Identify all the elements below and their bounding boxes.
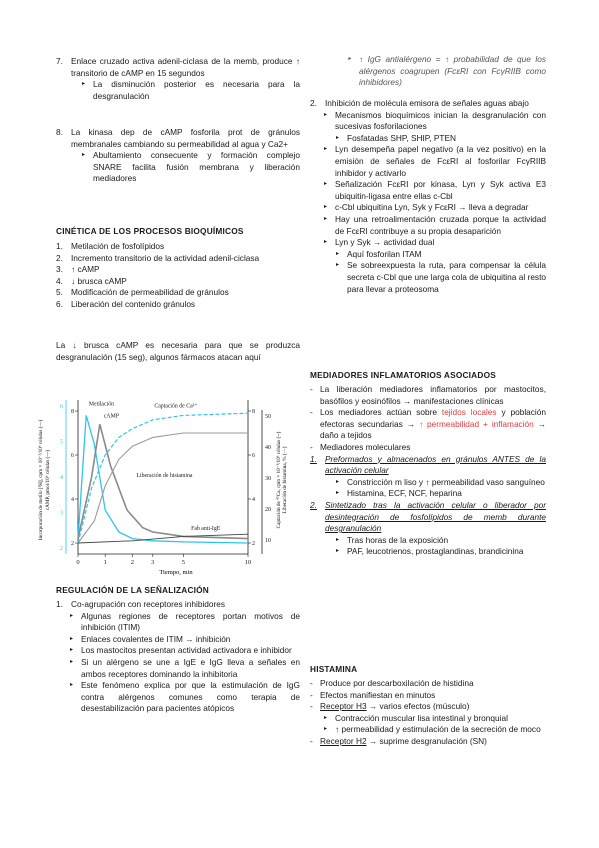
right-outer-tick-label: 30	[265, 476, 271, 482]
series-label: Fab anti-IgE	[191, 525, 221, 532]
list-subitem: PAF, leucotrienos, prostaglandinas, brandicinina	[347, 546, 524, 557]
bullet-icon: ▸	[336, 548, 340, 555]
series-label: Liberación de histamina	[136, 473, 193, 479]
list-item: La liberación mediadores inflamatorios por mastocitos, basófilos y eosinófilos → manifestaciones clínicas	[320, 384, 546, 406]
list-subitem: ↑ permeabilidad y estimulación de la secreción de moco	[335, 724, 541, 735]
list-number: 1.	[56, 241, 63, 251]
x-tick-label: 5	[181, 559, 186, 566]
list-item: Preformados y almacenados en gránulos ANTES de la activación celular	[325, 453, 546, 476]
x-tick-label: 0	[76, 559, 80, 566]
left-axis-label-1: Incorporación de metilo [³H], cpm × 10⁻³/10⁶ células (—)	[38, 419, 44, 541]
bullet-icon: ▸	[70, 647, 74, 654]
bullet-icon: ▸	[324, 204, 328, 211]
left-inner-tick-label: 4	[60, 475, 63, 481]
list-subitem: Aquí fosforilan ITAM	[347, 248, 422, 259]
left-axis-label-2: cAMP, pmol/10⁶ células (---)	[45, 449, 51, 511]
top-note	[310, 54, 546, 89]
item-number: 8.	[56, 127, 63, 137]
bullet-icon: ▸	[324, 714, 328, 721]
left-tick-label: 6	[71, 453, 74, 459]
list-item: Los mediadores actúan sobre tejidos locales y población efectoras secundarias → ↑ permeabilidad + inflamación → daño a tejidos	[320, 407, 546, 441]
bullet-icon: ▸	[70, 682, 74, 689]
list-item: Receptor H3 → varios efectos (músculo)	[320, 701, 470, 712]
mediadores-heading: MEDIADORES INFLAMATORIOS ASOCIADOS	[310, 370, 496, 380]
dash-icon: -	[310, 735, 313, 746]
dash-icon: -	[310, 407, 313, 418]
highlight-text: ↑ permeabilidad + inflamación	[418, 418, 534, 429]
left-inner-tick-label: 5	[60, 439, 63, 446]
list-item: ↑ cAMP	[71, 264, 100, 275]
item-7	[56, 56, 300, 102]
list-subitem: Este fenómeno explica por que la estimulación de IgG contra alérgenos comunes como terapia de desestabilización para pacientes atópicos	[81, 680, 300, 714]
bullet-icon: ▸	[324, 215, 328, 222]
list-subitem: Algunas regiones de receptores portan motivos de inhibición (ITIM)	[81, 610, 300, 633]
left-tick-label: 4	[71, 497, 74, 503]
note-text: ↑ IgG antialérgeno = ↑ probabilidad de que los alérgenos coagrupen (FcεRI con FcγRIIB como inhibidores)	[359, 54, 546, 88]
histamina-heading: HISTAMINA	[310, 664, 358, 674]
bullet-icon: ▸	[336, 478, 340, 485]
bullet-icon: ▸	[70, 635, 74, 642]
right-tick-label: 2	[252, 541, 255, 547]
right-tick-label: 4	[252, 497, 255, 503]
list-subitem: Enlaces covalentes de ITIM → inhibición	[81, 633, 231, 644]
dash-icon: -	[310, 678, 313, 688]
list-subitem: Se sobreexpuesta la ruta, para compensar la célula secreta c-Cbl que une larga cola de ubiquitina al resto para llevar a proteosoma	[347, 260, 546, 294]
bullet-icon: ▸	[336, 262, 340, 269]
list-subitem: Si un alérgeno se une a IgE e IgG lleva a señales en ambos receptores dominando la inhibitoria	[81, 656, 300, 679]
list-subitem: Lyn y Syk → actividad dual	[335, 237, 435, 248]
series-label: Metilación	[88, 401, 115, 408]
receptor-label: Receptor H3	[320, 701, 367, 712]
item-subtext: La disminución posterior es necesaria para la desgranulación	[93, 79, 300, 101]
list-subitem: Contracción muscular lisa intestinal y bronquial	[335, 712, 508, 723]
dash-icon: -	[310, 689, 313, 700]
list-item: Liberación del contenido gránulos	[71, 298, 196, 309]
list-number: 4.	[56, 275, 63, 286]
right-outer-tick-label: 50	[265, 414, 271, 420]
list-item: Incremento transitorio de la actividad adenil-ciclasa	[71, 252, 260, 263]
list-item: Modificación de permeabilidad de gránulos	[71, 287, 229, 298]
list-item: Sintetizado tras la activación celular o liberador por desintegración de fosfolípidos de memb durante desgranulación	[325, 499, 546, 534]
series-label: Captación de Ca²⁺	[154, 403, 198, 410]
list-subitem: Señalización FcεRI por kinasa, Lyn y Syk activa E3 ubiquitin-ligasa entre ellas c-Cbl	[335, 179, 546, 201]
highlight-text: tejidos locales	[441, 407, 497, 418]
left-inner-tick-label: 6	[60, 404, 63, 410]
bullet-icon: ▸	[324, 146, 328, 153]
list-number: 2.	[310, 499, 317, 510]
list-subitem: Hay una retroalimentación cruzada porque la actividad de FcεRI contribuye a su propia desaparición	[335, 213, 546, 236]
bullet-icon: ▸	[82, 152, 86, 159]
bullet-icon: ▸	[336, 134, 340, 141]
regulacion-heading: REGULACIÓN DE LA SEÑALIZACIÓN	[56, 585, 209, 595]
right-outer-tick-label: 20	[265, 507, 271, 513]
x-tick-label: 3	[151, 559, 155, 566]
bullet-icon: ▸	[324, 726, 328, 733]
list-subitem: Los mastocitos presentan actividad activadora e inhibidor	[81, 645, 292, 656]
item-number: 7.	[56, 56, 63, 66]
list-item: Inhibición de molécula emisora de señales aguas abajo	[325, 98, 529, 108]
list-subitem: Lyn desempeña papel negativo (a la vez positivo) en la emisión de señales de FcεRI al fosforilar FcγRIIB inhibidor y activarlo	[335, 144, 546, 178]
list-item: Receptor H2 → suprime desgranulación (SN)	[320, 735, 487, 746]
left-tick-label: 8	[71, 409, 74, 415]
list-item: Efectos manifiestan en minutos	[320, 689, 436, 700]
list-subitem: Tras horas de la exposición	[347, 534, 449, 545]
list-subitem: Histamina, ECF, NCF, heparina	[347, 488, 462, 499]
kinetics-figure	[36, 388, 288, 578]
item-subtext: Abultamiento consecuente y formación complejo SNARE facilita fusión membrana y liberación mediadores	[93, 150, 300, 184]
right-axis-label-2: Liberación de histamina, % (···)	[282, 446, 288, 514]
list-item: Produce por descarboxilación de histidina	[320, 678, 474, 688]
bullet-icon: ▸	[324, 239, 328, 246]
left-inner-tick-label: 3	[60, 510, 63, 517]
x-axis-label: Tiempo, min	[159, 569, 193, 576]
list-subitem: Constricción m liso y ↑ permeabilidad vaso sanguíneo	[347, 476, 545, 487]
dash-icon: -	[310, 701, 313, 712]
list-number: 1.	[310, 453, 317, 464]
series-label: cAMP	[103, 413, 119, 420]
list-number: 3.	[56, 264, 63, 275]
list-subitem: c-Cbl ubiquitina Lyn, Syk y FcεRI → lleva a degradar	[335, 202, 529, 213]
regulacion-list	[56, 599, 300, 715]
left-tick-label: 2	[71, 541, 74, 547]
list-item: Metilación de fosfolípidos	[71, 241, 165, 251]
list-number: 2.	[310, 98, 317, 108]
left-inner-tick-label: 2	[60, 546, 63, 552]
bullet-icon: ▸	[70, 612, 74, 619]
right-axis-label-1: Captación de ⁴⁵Ca, cpm × 10⁻³/10⁶ células (--)	[276, 431, 282, 529]
bullet-icon: ▸	[70, 658, 74, 665]
bullet-icon: ▸	[348, 56, 352, 62]
right-outer-tick-label: 10	[265, 538, 271, 544]
bullet-icon: ▸	[82, 81, 86, 88]
receptor-label: Receptor H2	[320, 735, 367, 746]
list-number: 6.	[56, 298, 63, 309]
mediadores-section	[310, 384, 546, 558]
kinetics-chart	[36, 388, 288, 578]
bullet-icon: ▸	[336, 536, 340, 543]
histamina-section	[310, 678, 546, 748]
list-item: Mediadores moleculares	[320, 441, 411, 452]
item-text: Enlace cruzado activa adenil-ciclasa de la memb, produce ↑ transitorio de cAMP en 15 segundos	[71, 56, 300, 78]
list-number: 2.	[56, 252, 63, 263]
right-tick-label: 6	[252, 453, 255, 459]
cinetica-note: La ↓ brusca cAMP es necesaria para que se produzca desgranulación (15 seg), algunos fármacos atacan aquí	[56, 340, 300, 362]
bullet-icon: ▸	[336, 490, 340, 497]
bullet-icon: ▸	[324, 181, 328, 188]
x-tick-label: 10	[244, 559, 252, 566]
dash-icon: -	[310, 441, 313, 452]
x-tick-label: 2	[130, 559, 135, 566]
list-item: Co-agrupación con receptores inhibidores	[71, 599, 226, 609]
item-text: La kinasa dep de cAMP fosforila prot de gránulos membranales cambiando su permeabilidad al agua y Ca2+	[71, 127, 300, 149]
list-item: ↓ brusca cAMP	[71, 275, 127, 286]
list-number: 5.	[56, 287, 63, 298]
cinetica-heading: CINÉTICA DE LOS PROCESOS BIOQUÍMICOS	[56, 226, 244, 236]
list-number: 1.	[56, 599, 63, 609]
bullet-icon: ▸	[324, 111, 328, 118]
list-subitem: Fosfatadas SHP, SHIP, PTEN	[347, 132, 456, 143]
item-8	[56, 127, 300, 185]
x-tick-label: 1	[103, 559, 107, 566]
dash-icon: -	[310, 384, 313, 394]
list-subitem: Mecanismos bioquímicos inician la desgranulación con sucesivas fosforilaciones	[335, 109, 546, 132]
cinetica-list	[56, 241, 300, 311]
bullet-icon: ▸	[336, 250, 340, 257]
right-tick-label: 8	[252, 409, 255, 415]
inhibicion-section	[310, 98, 546, 295]
right-outer-tick-label: 40	[265, 445, 271, 451]
